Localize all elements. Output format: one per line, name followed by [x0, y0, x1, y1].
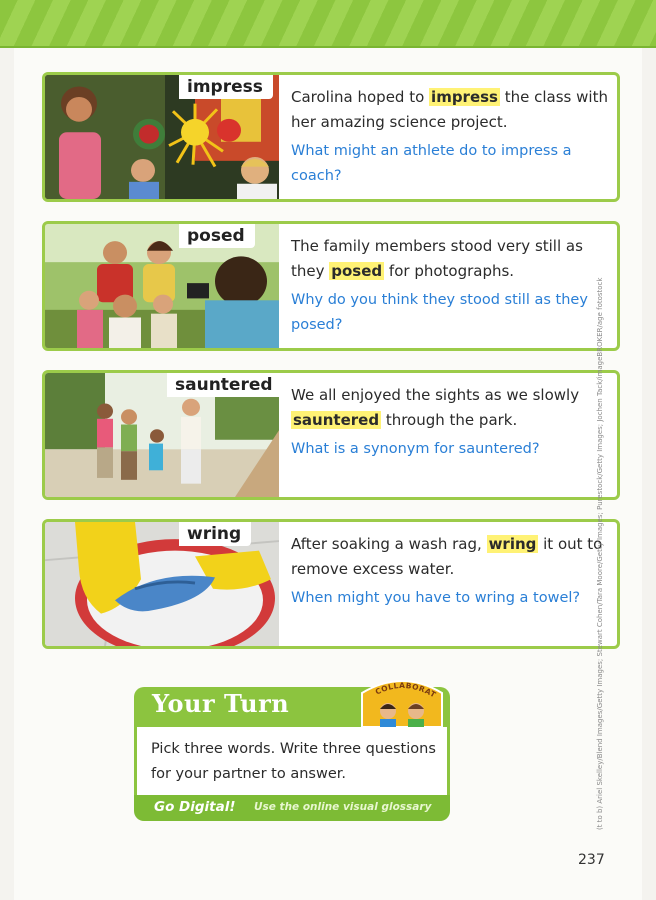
go-digital-label[interactable]: Go Digital!	[154, 799, 236, 815]
go-digital-bar[interactable]	[134, 795, 450, 821]
vocab-text	[291, 85, 609, 189]
vocab-question: Why do you think they stood still as they posed?	[291, 292, 588, 333]
vocab-question: What might an athlete do to impress a coach?	[291, 143, 572, 184]
highlighted-word: impress	[431, 88, 498, 106]
highlighted-word: posed	[331, 262, 383, 280]
vocab-word: wring	[179, 522, 251, 546]
collaborate-badge-icon	[358, 673, 446, 727]
example-sentence: After soaking a wash rag, wring it out to remove excess water.	[291, 535, 603, 578]
go-digital-subtitle[interactable]: Use the online visual glossary	[254, 801, 432, 813]
your-turn-box	[134, 673, 450, 825]
vocab-card-posed	[42, 221, 620, 351]
your-turn-instructions: Pick three words. Write three questions for your partner to answer.	[151, 741, 436, 782]
vocab-question: What is a synonym for sauntered?	[291, 441, 540, 457]
photo-credits-text: (t to b) Ariel Skelley/Blend Images/Getty Images; Stewart Cohen/Tara Moore/Getty Images; Purestock/Getty Images; Jochen Tack/imageBROKER/age fotostock	[596, 277, 604, 830]
collaborate-badge	[358, 673, 446, 727]
vocab-card-impress	[42, 72, 620, 202]
your-turn-body	[134, 727, 450, 795]
vocab-word: posed	[179, 224, 255, 248]
vocab-card-wring	[42, 519, 620, 649]
collaborate-label: COLLABORAT	[373, 680, 438, 700]
example-sentence: Carolina hoped to impress the class with her amazing science project.	[291, 88, 608, 131]
example-sentence: We all enjoyed the sights as we slowly sauntered through the park.	[291, 386, 580, 429]
vocab-text	[291, 383, 609, 462]
highlighted-word: wring	[488, 535, 537, 553]
page-number: 237	[578, 852, 605, 868]
vocab-card-sauntered	[42, 370, 620, 500]
example-sentence: The family members stood very still as they posed for photographs.	[291, 237, 583, 280]
highlighted-word: sauntered	[293, 411, 380, 429]
vocab-word: impress	[179, 75, 273, 99]
vocab-question: When might you have to wring a towel?	[291, 590, 581, 606]
vocab-word: sauntered	[167, 373, 283, 397]
photo-credits	[596, 277, 610, 830]
top-banner	[0, 0, 656, 48]
vocab-text	[291, 532, 609, 611]
vocab-text	[291, 234, 609, 338]
your-turn-title: Your Turn	[152, 689, 290, 718]
